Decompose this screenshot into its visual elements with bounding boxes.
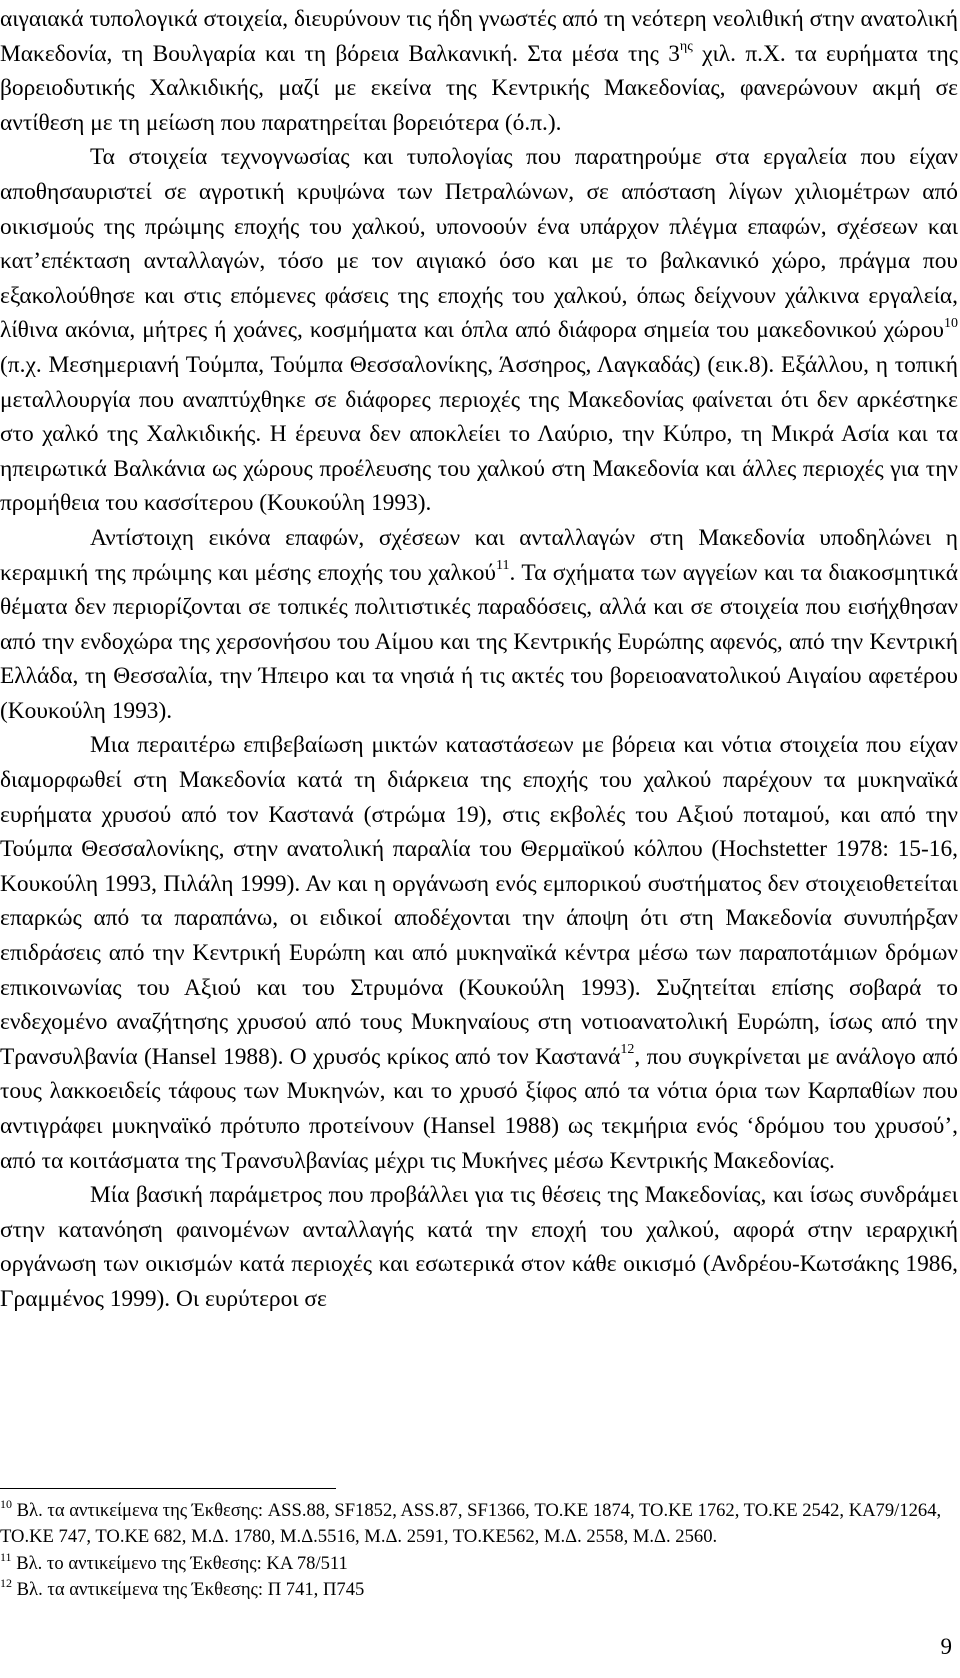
paragraph-5: Μία βασική παράμετρος που προβάλλει για τις θέσεις της Μακεδονίας, και ίσως συνδράμει στην κατανόηση φαινομένων ανταλλαγής κατά την εποχή του χαλκού, αφορά στην ιεραρχική οργάνωση των οικισμών κατά περιοχές και εσωτερικά στον κάθε οικισμό (Ανδρέου-Κωτσάκης 1986, Γραμμένος 1999). Οι ευρύτεροι σε xyxy=(0,1182,958,1312)
footnote-number: 11 xyxy=(0,1549,12,1564)
page-number: 9 xyxy=(940,1634,952,1659)
paragraph-3 xyxy=(0,521,958,729)
paragraph-4-text-end: , που συγκρίνεται με ανάλογο από τους λακκοειδείς τάφους των Μυκηνών, και το χρυσό ξίφος από τα νότια όρια των Καρπαθίων που αντιγράφει μυκηναϊκό πρότυπο προτείνουν (Hansel 1988) ως τεκμήρια ενός ‘δρόμου του χρυσού’, από τα κοιτάσματα της Τρανσυλβανίας μέχρι τις Μυκήνες μέσω Κεντρικής Μακεδονίας. xyxy=(0,1043,958,1174)
paragraph-2-text-end: (π.χ. Μεσημεριανή Τούμπα, Τούμπα Θεσσαλονίκης, Άσσηρος, Λαγκαδάς) (εικ.8). Εξάλλου, η τοπική μεταλλουργία που αναπτύχθηκε σε διάφορες περιοχές της Μακεδονίας φαίνεται ότι δεν αρκέστηκε στο χαλκό της Χαλκιδικής. Η έρευνα δεν αποκλείει το Λαύριο, την Κύπρο, τη Μικρά Ασία και τα ηπειρωτικά Βαλκάνια ως χώρους προέλευσης του χαλκού στη Μακεδονία και άλλες περιοχές για την προμήθεια του κασσίτερου (Κουκούλη 1993). xyxy=(0,351,958,517)
footnote-ref-11: 11 xyxy=(496,557,510,573)
paragraph-1 xyxy=(0,2,958,140)
footnote-10 xyxy=(0,1498,958,1551)
paragraph-4-text-start: Μια περαιτέρω επιβεβαίωση μικτών καταστάσεων με βόρεια και νότια στοιχεία που είχαν διαμορφωθεί στη Μακεδονία κατά τη διάρκεια της εποχής του χαλκού παρέχουν τα μυκηναϊκά ευρήματα χρυσού από τον Καστανά (στρώμα 19), στις εκβολές του Αξιού ποταμού, και από την Τούμπα Θεσσαλονίκης, στην ανατολική παραλία του Θερμαϊκού κόλπου (Hochstetter 1978: 15-16, Κουκούλη 1993, Πιλάλη 1999). Αν και η οργάνωση ενός εμπορικού συστήματος δεν στοιχειοθετείται επαρκώς από τα παραπάνω, οι ειδικοί αποδέχονται την άποψη ότι στη Μακεδονία συνυπήρξαν επιδράσεις από την Κεντρική Ευρώπη και από μυκηναϊκά κέντρα μέσω των παραποτάμιων δρόμων επικοινωνίας του Αξιού και του Στρυμόνα (Κουκούλη 1993). Συζητείται επίσης σοβαρά το ενδεχομένο αναζήτησης χρυσού από τους Μυκηναίους στη νοτιοανατολική Ευρώπη, ίσως από την Τρανσυλβανία (Hansel 1988). Ο χρυσός κρίκος από τον Καστανά xyxy=(0,732,958,1070)
footnote-number: 12 xyxy=(0,1576,12,1591)
body-text xyxy=(0,2,958,1317)
paragraph-3-text-start: Αντίστοιχη εικόνα επαφών, σχέσεων και ανταλλαγών στη Μακεδονία υποδηλώνει η κεραμική της πρώιμης και μέσης εποχής του χαλκού xyxy=(0,524,958,586)
ordinal-superscript: ης xyxy=(679,38,693,54)
paragraph-1-text-end: χιλ. π.Χ. τα ευρήματα της βορειοδυτικής Χαλκιδικής, μαζί με εκείνα της Κεντρικής Μακεδονίας, φανερώνουν ακμή σε αντίθεση με τη μείωση που παρατηρείται βορειότερα (ό.π.). xyxy=(0,40,958,136)
footnote-divider xyxy=(0,1488,336,1489)
footnote-12 xyxy=(0,1577,958,1603)
paragraph-3-text-end: . Τα σχήματα των αγγείων και τα διακοσμητικά θέματα δεν περιορίζονται σε τοπικές πολιτιστικές παραδόσεις, αλλά και σε στοιχεία που εισήχθησαν από την ενδοχώρα της χερσονήσου του Αίμου και της Κεντρικής Ευρώπης αφενός, από την Κεντρική Ελλάδα, τη Θεσσαλία, την Ήπειρο και τα νησιά ή τις ακτές του βορειοανατολικού Αιγαίου αφετέρου (Κουκούλη 1993). xyxy=(0,559,958,724)
footnote-ref-10: 10 xyxy=(944,315,958,331)
footnotes xyxy=(0,1498,958,1604)
footnote-text: Βλ. το αντικείμενο της Έκθεσης: ΚΑ 78/511 xyxy=(11,1552,348,1574)
paragraph-4 xyxy=(0,728,958,1178)
footnote-text: Βλ. τα αντικείμενα της Έκθεσης: Π 741, Π745 xyxy=(12,1579,365,1601)
footnote-number: 10 xyxy=(0,1496,12,1511)
paragraph-2 xyxy=(0,140,958,521)
paragraph-2-text-start: Τα στοιχεία τεχνογνωσίας και τυπολογίας που παρατηρούμε στα εργαλεία που είχαν αποθησαυριστεί σε αγροτική κρυψώνα των Πετραλώνων, σε απόσταση λίγων χιλιομέτρων από οικισμούς της πρώιμης εποχής του χαλκού, υπονοούν ένα υπάρχον πλέγμα επαφών, σχέσεων και κατ’επέκταση ανταλλαγών, τόσο με τον αιγιακό όσο και με το βαλκανικό χώρο, πράγμα που εξακολούθησε και στις επόμενες φάσεις της εποχής του χαλκού, όπως δείχνουν χάλκινα εργαλεία, λίθινα ακόνια, μήτρες ή χοάνες, κοσμήματα και όπλα από διάφορα σημεία του μακεδονικού χώρου xyxy=(0,144,958,344)
footnote-11 xyxy=(0,1551,958,1577)
footnote-ref-12: 12 xyxy=(620,1042,635,1058)
footnote-text: Βλ. τα αντικείμενα της Έκθεσης: ASS.88, SF1852, ASS.87, SF1366, ΤΟ.ΚΕ 1874, ΤΟ.ΚΕ 1762, ΤΟ.ΚΕ 2542, ΚΑ79/1264, ΤΟ.ΚΕ 747, ΤΟ.ΚΕ 682, Μ.Δ. 1780, Μ.Δ.5516, Μ.Δ. 2591, ΤΟ.ΚΕ562, Μ.Δ. 2558, Μ.Δ. 2560. xyxy=(0,1500,942,1548)
paragraph-1-text-start: αιγαιακά τυπολογικά στοιχεία, διευρύνουν τις ήδη γνωστές από τη νεότερη νεολιθική στην ανατολική Μακεδονία, τη Βουλγαρία και τη βόρεια Βαλκανική. Στα μέσα της 3 xyxy=(0,6,958,67)
